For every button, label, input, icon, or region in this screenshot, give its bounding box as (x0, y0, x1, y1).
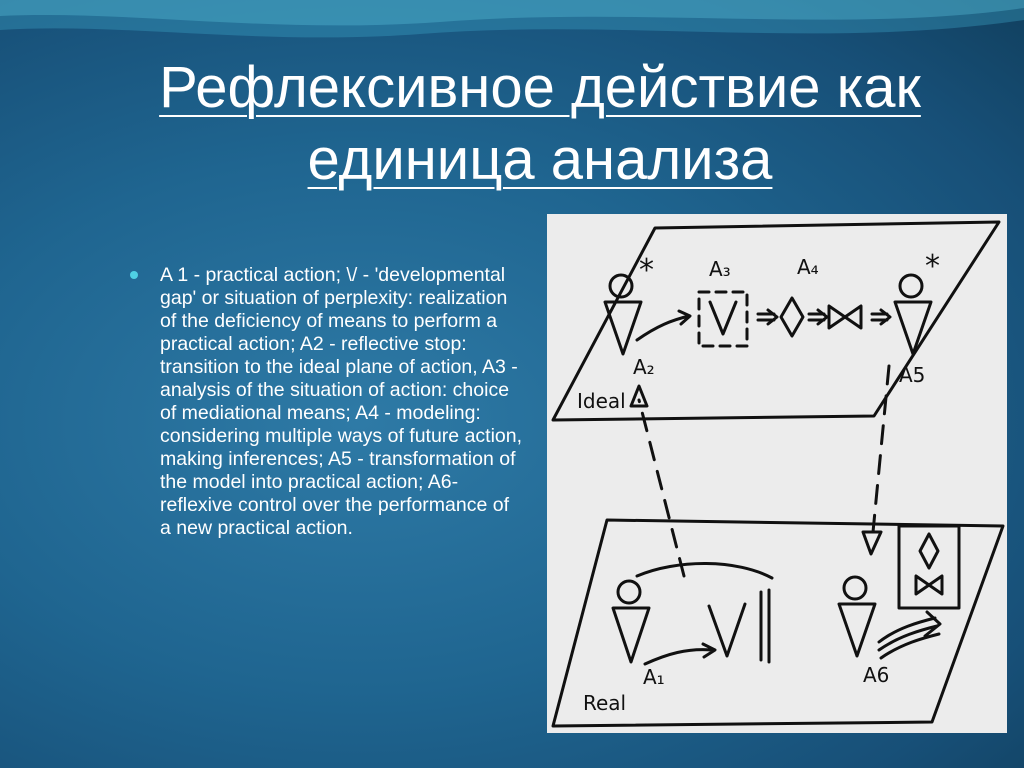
dashed-link-up (639, 400, 684, 576)
a4-bowtie (829, 306, 861, 328)
dashed-link-down (873, 366, 889, 532)
real-barrier (761, 590, 769, 662)
model-diamond (920, 534, 938, 568)
arrow-a1-to-gap (645, 644, 715, 664)
slide-title (60, 52, 1020, 196)
person-a1-head (618, 581, 640, 603)
a2-label: A₂ (633, 355, 655, 379)
person-a1-body (613, 608, 649, 662)
title-line-2: единица анализа (307, 127, 773, 192)
arrow-a3-a4 (758, 310, 777, 324)
person-a5-head (900, 275, 922, 297)
bullet-dot-icon (130, 271, 138, 279)
plane-ideal-label: Ideal (577, 389, 626, 413)
a5-label: A5 (899, 363, 926, 387)
arrow-a4-a5 (872, 310, 890, 324)
a3-dashed-box (699, 292, 747, 346)
arrow-a4-bowtie (809, 310, 827, 324)
a3-gap-mark (710, 302, 736, 334)
person-a6-body (839, 604, 875, 656)
bullet-list (130, 264, 525, 540)
star-a2-icon: * (639, 253, 654, 288)
arrowhead-real (863, 532, 881, 554)
a4-diamond (781, 298, 803, 336)
arrow-a2-to-a3 (637, 311, 690, 340)
arrow-a6-triple (879, 612, 940, 658)
a1-label: A₁ (643, 665, 665, 689)
reflexive-action-diagram (547, 214, 1007, 733)
star-a5-icon: * (925, 249, 940, 284)
a6-label: A6 (863, 663, 890, 687)
person-a6-head (844, 577, 866, 599)
bullet-text: A 1 - practical action; \/ - 'developmental gap' or situation of perplexity: realization of the deficiency of means to perform a practical action; A2 - reflective stop: transition to the ideal plane of action, A3 - analysis of the situation of action: choice of mediational means; A4 - modeling: considering multiple ways of future action, making inferences; A5 - transformation of the model into practical action; A6- reflexive control over the performance of a new practical action. (160, 264, 523, 539)
model-bowtie (916, 576, 942, 594)
title-line-1: Рефлексивное действие как (159, 55, 921, 120)
a4-label: A₄ (797, 255, 819, 279)
a3-label: A₃ (709, 257, 731, 281)
real-arc (637, 563, 772, 578)
person-a5-body (895, 302, 931, 354)
plane-real-label: Real (583, 691, 627, 715)
